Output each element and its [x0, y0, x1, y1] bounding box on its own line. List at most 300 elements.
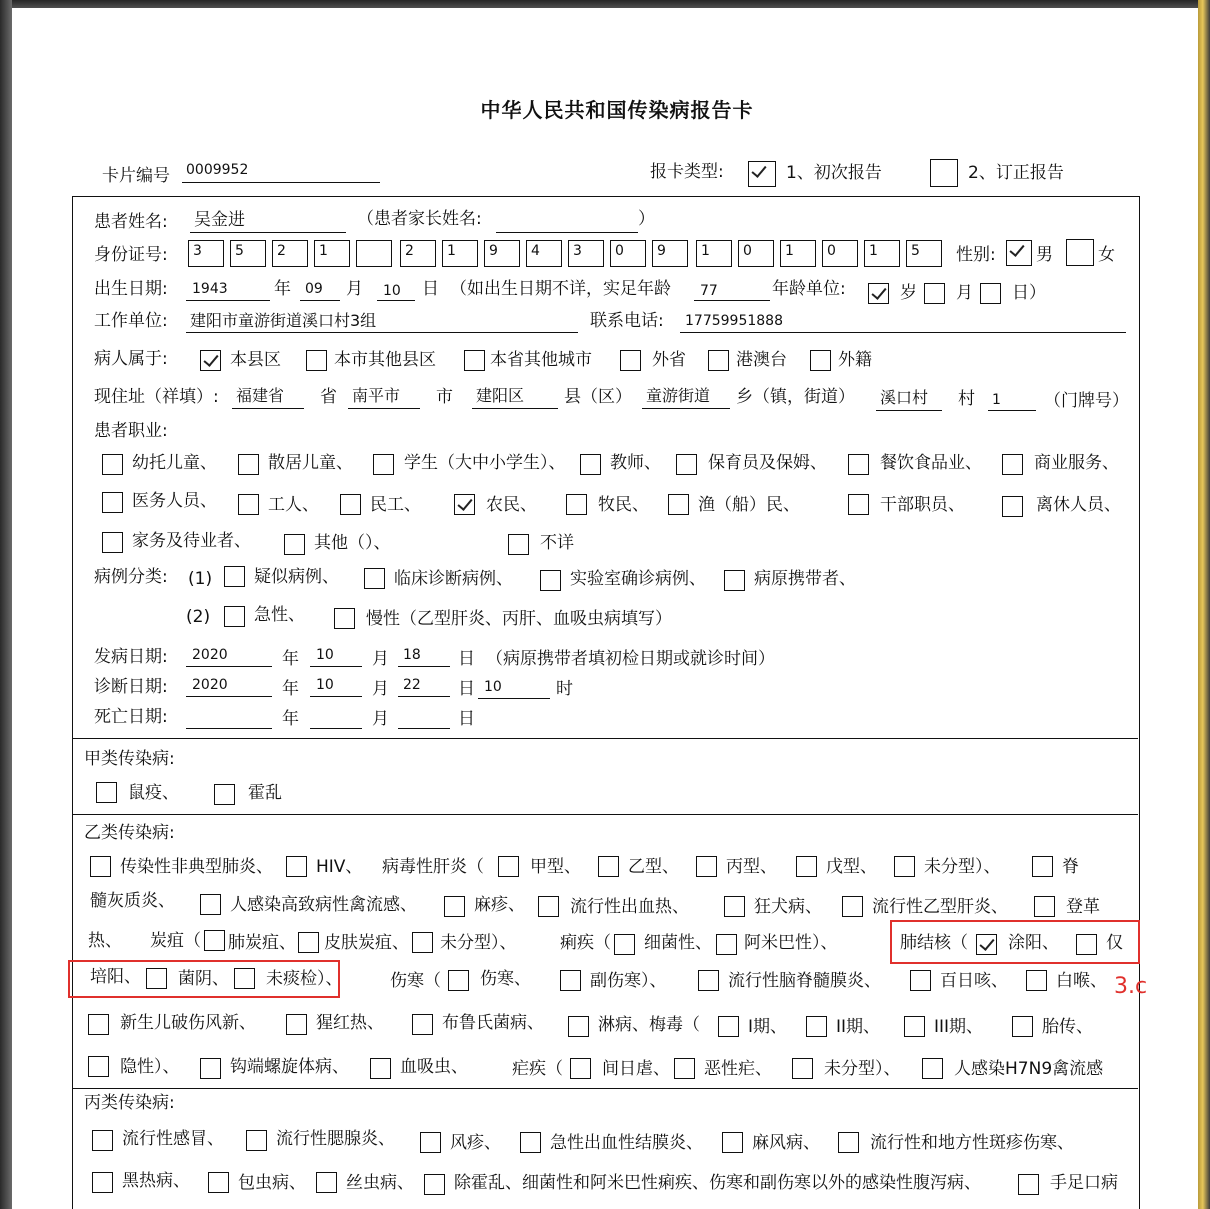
- class-b-checkbox[interactable]: [286, 856, 307, 877]
- onset-day[interactable]: 18: [403, 647, 421, 663]
- job-option: 民工、: [370, 495, 421, 515]
- class-b-checkbox[interactable]: [674, 1058, 695, 1079]
- onset-month-unit: 月: [372, 649, 389, 669]
- job-checkbox[interactable]: [1002, 496, 1023, 517]
- class-c-checkbox[interactable]: [92, 1130, 113, 1151]
- job-option: 不详: [540, 533, 574, 553]
- job-checkbox[interactable]: [668, 494, 689, 515]
- onset-day-unit: 日: [458, 649, 475, 669]
- report-type-revise-label: 2、订正报告: [968, 163, 1064, 183]
- sex-label: 性别:: [956, 245, 996, 265]
- class-b-checkbox[interactable]: [614, 934, 635, 955]
- id-digit-cell[interactable]: [652, 240, 688, 267]
- class-b-option: 钩端螺旋体病、: [230, 1057, 349, 1077]
- id-digit-cell[interactable]: [526, 240, 562, 267]
- job-checkbox[interactable]: [580, 454, 601, 475]
- death-date-label: 死亡日期:: [94, 707, 168, 727]
- class-b-checkbox[interactable]: [412, 1014, 433, 1035]
- class-b-checkbox[interactable]: [560, 970, 581, 991]
- class-b-checkbox[interactable]: [698, 970, 719, 991]
- job-checkbox[interactable]: [848, 494, 869, 515]
- class-b-option: 丙型、: [726, 857, 777, 877]
- class-b-checkbox[interactable]: [448, 970, 469, 991]
- class-b-checkbox[interactable]: [204, 930, 225, 951]
- report-type-revise-checkbox[interactable]: [930, 159, 958, 187]
- tb-continuation-highlight-box: [68, 960, 340, 998]
- address-city[interactable]: 南平市: [352, 386, 401, 405]
- class-b-option: 流行性乙型肝炎、: [872, 897, 1008, 917]
- divider-class-c: [72, 1088, 1138, 1089]
- id-digit-cell[interactable]: [568, 240, 604, 267]
- diagnosis-day-underline: [398, 696, 450, 697]
- age-hint: （如出生日期不详，实足年龄: [450, 279, 671, 299]
- class-b-checkbox[interactable]: [444, 896, 465, 917]
- class-b-option: 隐性）、: [120, 1057, 180, 1077]
- onset-month[interactable]: 10: [316, 647, 334, 663]
- belong-city-checkbox[interactable]: [306, 350, 327, 371]
- job-checkbox[interactable]: [373, 454, 394, 475]
- phone-underline: [680, 332, 1126, 333]
- class-c-option: 麻风病、: [752, 1133, 820, 1153]
- class-b-checkbox[interactable]: [568, 1016, 589, 1037]
- class-b-checkbox[interactable]: [796, 856, 817, 877]
- class-b-checkbox[interactable]: [88, 1056, 109, 1077]
- class-b-checkbox[interactable]: [1034, 896, 1055, 917]
- phone-value[interactable]: 17759951888: [685, 313, 783, 329]
- class-b-checkbox[interactable]: [1012, 1016, 1033, 1037]
- belong-option: 本市其他县区: [334, 350, 436, 370]
- class-b-option: 人感染H7N9禽流感: [954, 1059, 1104, 1079]
- class-b-checkbox[interactable]: [724, 896, 745, 917]
- class-c-option: 丝虫病、: [346, 1173, 414, 1193]
- death-day-field[interactable]: [398, 728, 450, 729]
- tb-label: 肺结核（: [900, 933, 968, 953]
- class-b-checkbox[interactable]: [88, 1014, 109, 1035]
- diagnosis-date-label: 诊断日期:: [94, 677, 168, 697]
- case-option: 实验室确诊病例、: [570, 569, 706, 589]
- class-b-checkbox[interactable]: [200, 894, 221, 915]
- id-digit: 5: [911, 243, 920, 259]
- class-b-option: 菌阴、: [178, 969, 229, 989]
- dob-year-underline: [186, 300, 270, 301]
- class-c-checkbox[interactable]: [838, 1132, 859, 1153]
- belong-option: 本县区: [230, 350, 281, 370]
- job-option: 幼托儿童、: [132, 453, 217, 473]
- diagnosis-year[interactable]: 2020: [192, 677, 228, 693]
- job-checkbox[interactable]: [284, 534, 305, 555]
- class-b-option: 肺炭疽、: [228, 933, 296, 953]
- job-option: 餐饮食品业、: [880, 453, 982, 473]
- class-b-checkbox[interactable]: [90, 856, 111, 877]
- address-town[interactable]: 童游街道: [646, 386, 711, 405]
- id-digit: 0: [827, 243, 836, 259]
- class-b-option: 布鲁氏菌病、: [442, 1013, 544, 1033]
- dob-month[interactable]: 09: [305, 281, 323, 297]
- class-b-option: 乙型、: [628, 857, 679, 877]
- report-card-page: [12, 8, 1198, 1209]
- class-b-option: 未分型）、: [440, 933, 517, 953]
- job-checkbox[interactable]: [102, 532, 123, 553]
- class-b-option: 脊: [1062, 857, 1079, 877]
- onset-year[interactable]: 2020: [192, 647, 228, 663]
- class-c-option: 流行性腮腺炎、: [276, 1129, 395, 1149]
- job-checkbox[interactable]: [1002, 454, 1023, 475]
- class-b-option: 淋病、梅毒（: [598, 1015, 700, 1035]
- class-b-checkbox[interactable]: [792, 1058, 813, 1079]
- class-b-option: 炭疽（: [150, 931, 201, 951]
- class-b-checkbox[interactable]: [598, 856, 619, 877]
- card-no-label: 卡片编号: [102, 166, 170, 186]
- case-option: 慢性（乙型肝炎、丙肝、血吸虫病填写）: [366, 609, 672, 629]
- class-b-checkbox[interactable]: [922, 1058, 943, 1079]
- dob-month-underline: [300, 300, 340, 301]
- class-b-checkbox[interactable]: [570, 1058, 591, 1079]
- class-b-option: 痢疾（: [560, 933, 611, 953]
- sex-female-label: 女: [1098, 245, 1115, 265]
- class-b-checkbox[interactable]: [904, 1016, 925, 1037]
- class-b-option: 未分型）、: [824, 1059, 901, 1079]
- age-unit-day-label: 日）: [1012, 283, 1046, 303]
- class-b-option: 细菌性、: [644, 933, 712, 953]
- case-option: 疑似病例、: [254, 567, 339, 587]
- class-b-option: 伤寒（: [390, 971, 441, 991]
- address-county-underline: [472, 408, 558, 409]
- patient-name-label: 患者姓名:: [94, 212, 168, 232]
- onset-year-underline: [186, 666, 272, 667]
- parent-name-label: （患者家长姓名:: [357, 209, 482, 229]
- id-digit-cell[interactable]: [400, 240, 436, 267]
- id-digit: 1: [869, 243, 878, 259]
- class-b-checkbox[interactable]: [498, 856, 519, 877]
- onset-day-underline: [398, 666, 450, 667]
- class-a-option: 霍乱: [248, 783, 282, 803]
- class-a-label: 甲类传染病:: [84, 749, 175, 769]
- page-title: 中华人民共和国传染病报告卡: [480, 98, 754, 122]
- class-b-option: 白喉、: [1056, 971, 1107, 991]
- age-value[interactable]: 77: [700, 283, 718, 299]
- dob-year-unit: 年: [274, 279, 291, 299]
- class-b-option: 伤寒、: [480, 969, 531, 989]
- divider-class-b: [72, 814, 1138, 815]
- job-checkbox[interactable]: [340, 494, 361, 515]
- job-farmer-checkbox[interactable]: [454, 494, 475, 515]
- class-b-checkbox[interactable]: [412, 932, 433, 953]
- onset-year-unit: 年: [282, 649, 299, 669]
- class-b-option: 仅: [1106, 933, 1123, 953]
- class-c-checkbox[interactable]: [1018, 1174, 1039, 1195]
- class-b-option: I期、: [748, 1017, 788, 1037]
- class-b-checkbox[interactable]: [806, 1016, 827, 1037]
- class-c-checkbox[interactable]: [316, 1172, 337, 1193]
- diagnosis-day[interactable]: 22: [403, 677, 421, 693]
- report-type-initial-checkbox[interactable]: [748, 161, 776, 187]
- belong-option: 外省: [652, 350, 686, 370]
- class-b-option: 新生儿破伤风新、: [120, 1013, 256, 1033]
- class-b-option: 流行性脑脊髓膜炎、: [728, 971, 881, 991]
- case-checkbox[interactable]: [540, 570, 561, 591]
- death-year-field[interactable]: [186, 728, 272, 729]
- card-no-underline: [182, 182, 380, 183]
- class-b-option: 疟疾（: [512, 1059, 563, 1079]
- belong-option: 港澳台: [736, 350, 787, 370]
- window-frame-right: [1198, 0, 1210, 1209]
- address-city-underline: [348, 408, 420, 409]
- address-province[interactable]: 福建省: [236, 386, 285, 405]
- diagnosis-hour-unit: 时: [556, 679, 573, 699]
- class-c-checkbox[interactable]: [722, 1132, 743, 1153]
- phone-label: 联系电话:: [590, 311, 664, 331]
- job-checkbox[interactable]: [566, 494, 587, 515]
- class-b-option: 麻疹、: [474, 895, 525, 915]
- id-digit-cell[interactable]: [230, 240, 266, 267]
- class-b-option: 人感染高致病性禽流感、: [230, 895, 417, 915]
- case-option: 急性、: [254, 605, 305, 625]
- class-a-checkbox[interactable]: [214, 784, 235, 805]
- id-digit: 9: [657, 243, 666, 259]
- onset-date-label: 发病日期:: [94, 647, 168, 667]
- diagnosis-year-unit: 年: [282, 679, 299, 699]
- case-class-1: (1): [188, 569, 213, 589]
- class-b-option: 涂阳、: [1008, 933, 1059, 953]
- class-b-checkbox[interactable]: [286, 1014, 307, 1035]
- class-b-option: 病毒性肝炎（: [382, 857, 484, 877]
- belong-county-checkbox[interactable]: [200, 350, 221, 371]
- class-b-checkbox[interactable]: [696, 856, 717, 877]
- dob-day-unit: 日: [422, 279, 439, 299]
- class-b-option: 戊型、: [826, 857, 877, 877]
- class-b-checkbox[interactable]: [716, 934, 737, 955]
- id-digit-cell[interactable]: [442, 240, 478, 267]
- dob-day[interactable]: 10: [383, 283, 401, 299]
- sex-female-checkbox[interactable]: [1066, 239, 1094, 266]
- death-month-unit: 月: [372, 709, 389, 729]
- job-option: 教师、: [610, 453, 661, 473]
- class-b-option: 未分型）、: [924, 857, 1001, 877]
- id-digit-cell[interactable]: [780, 240, 816, 267]
- class-c-option: 包虫病、: [238, 1173, 306, 1193]
- work-unit-underline: [186, 332, 578, 333]
- belong-option: 外籍: [838, 350, 872, 370]
- class-b-option: 热、: [88, 931, 122, 951]
- case-checkbox[interactable]: [364, 568, 385, 589]
- job-option: 保育员及保姆、: [708, 453, 827, 473]
- class-b-option: 培阳、: [90, 967, 141, 987]
- address-province-unit: 省: [320, 387, 337, 407]
- class-b-option: 皮肤炭疽、: [324, 933, 409, 953]
- class-b-checkbox[interactable]: [718, 1016, 739, 1037]
- card-no-value[interactable]: 0009952: [186, 162, 249, 178]
- address-town-unit: 乡（镇，街道）: [736, 387, 855, 407]
- address-county-unit: 县（区）: [564, 387, 632, 407]
- class-b-option: 猩红热、: [316, 1013, 384, 1033]
- class-a-option: 鼠疫、: [128, 783, 179, 803]
- class-b-checkbox[interactable]: [1032, 856, 1053, 877]
- class-c-checkbox[interactable]: [92, 1172, 113, 1193]
- sex-male-checkbox[interactable]: [1006, 240, 1032, 266]
- dob-year[interactable]: 1943: [192, 281, 228, 297]
- case-option: 病原携带者、: [754, 569, 856, 589]
- death-year-unit: 年: [282, 709, 299, 729]
- address-county[interactable]: 建阳区: [476, 386, 525, 405]
- age-unit-year-label: 岁: [900, 283, 917, 303]
- job-checkbox[interactable]: [508, 534, 529, 555]
- class-b-option: 狂犬病、: [754, 897, 822, 917]
- death-day-unit: 日: [458, 709, 475, 729]
- id-digit-cell[interactable]: [188, 240, 224, 267]
- case-class-2: (2): [186, 607, 211, 627]
- case-checkbox[interactable]: [724, 570, 745, 591]
- diagnosis-hour-underline: [478, 698, 550, 699]
- job-checkbox[interactable]: [102, 454, 123, 475]
- class-b-option: 血吸虫、: [400, 1057, 468, 1077]
- belong-other-province-checkbox[interactable]: [620, 350, 641, 371]
- class-b-checkbox[interactable]: [538, 896, 559, 917]
- case-checkbox[interactable]: [224, 566, 245, 587]
- diagnosis-year-underline: [186, 696, 272, 697]
- id-digit: 1: [319, 243, 328, 259]
- belong-province-checkbox[interactable]: [464, 350, 485, 371]
- id-digit-cell[interactable]: [906, 240, 942, 267]
- id-digit-cell[interactable]: [272, 240, 308, 267]
- belong-foreign-checkbox[interactable]: [810, 350, 831, 371]
- class-b-label: 乙类传染病:: [84, 823, 175, 843]
- id-digit-cell[interactable]: [484, 240, 520, 267]
- address-no-underline: [988, 410, 1036, 411]
- id-digit-cell[interactable]: [314, 240, 350, 267]
- job-checkbox[interactable]: [238, 454, 259, 475]
- job-checkbox[interactable]: [676, 454, 697, 475]
- class-b-option: 未痰检）、: [266, 969, 343, 989]
- tb-highlight-box: [890, 920, 1140, 964]
- age-unit-year-checkbox[interactable]: [868, 283, 889, 304]
- address-village[interactable]: 溪口村: [880, 388, 929, 407]
- class-b-checkbox[interactable]: [200, 1058, 221, 1079]
- sex-male-label: 男: [1036, 245, 1053, 265]
- class-c-checkbox[interactable]: [208, 1172, 229, 1193]
- id-digit-cell[interactable]: [356, 240, 392, 267]
- case-checkbox[interactable]: [224, 606, 245, 627]
- class-b-option: 恶性疟、: [704, 1059, 772, 1079]
- id-digit: 4: [531, 243, 540, 259]
- id-digit-cell[interactable]: [738, 240, 774, 267]
- class-b-checkbox[interactable]: [910, 970, 931, 991]
- id-digit: 0: [743, 243, 752, 259]
- class-c-checkbox[interactable]: [424, 1174, 445, 1195]
- class-c-option: 流行性感冒、: [122, 1129, 224, 1149]
- id-digit-cell[interactable]: [864, 240, 900, 267]
- id-digit-cell[interactable]: [822, 240, 858, 267]
- diagnosis-day-unit: 日: [458, 679, 475, 699]
- id-digit: 3: [573, 243, 582, 259]
- class-b-checkbox[interactable]: [842, 896, 863, 917]
- id-digit: 1: [785, 243, 794, 259]
- class-b-option: II期、: [836, 1017, 881, 1037]
- divider-class-a: [72, 738, 1138, 739]
- class-b-checkbox[interactable]: [1026, 970, 1047, 991]
- patient-name-value[interactable]: 吴金进: [194, 210, 245, 230]
- class-a-checkbox[interactable]: [96, 782, 117, 803]
- address-town-underline: [642, 408, 730, 409]
- class-b-option: 甲型、: [530, 857, 581, 877]
- class-b-option: 副伤寒）、: [590, 971, 667, 991]
- class-b-checkbox[interactable]: [894, 856, 915, 877]
- class-b-option: 传染性非典型肺炎、: [120, 857, 273, 877]
- class-b-checkbox[interactable]: [370, 1058, 391, 1079]
- address-province-underline: [232, 408, 304, 409]
- address-no[interactable]: 1: [992, 392, 1001, 408]
- class-c-checkbox[interactable]: [520, 1132, 541, 1153]
- class-c-option: 流行性和地方性斑疹伤寒、: [870, 1133, 1074, 1153]
- job-option: 渔（船）民、: [698, 495, 800, 515]
- belong-label: 病人属于:: [94, 349, 168, 369]
- class-c-option: 除霍乱、细菌性和阿米巴性痢疾、伤寒和副伤寒以外的感染性腹泻病、: [454, 1173, 981, 1193]
- case-class-label: 病例分类:: [94, 567, 168, 587]
- class-c-checkbox[interactable]: [246, 1130, 267, 1151]
- class-b-option: 登革: [1066, 897, 1100, 917]
- belong-hkmo-checkbox[interactable]: [708, 350, 729, 371]
- job-option: 散居儿童、: [268, 453, 353, 473]
- id-digit-cell[interactable]: [610, 240, 646, 267]
- job-option: 干部职员、: [880, 495, 965, 515]
- diagnosis-hour[interactable]: 10: [484, 679, 502, 695]
- class-b-option: III期、: [934, 1017, 984, 1037]
- address-label: 现住址（祥填）:: [94, 387, 219, 407]
- age-unit-label: 年龄单位:: [772, 279, 846, 299]
- job-option: 牧民、: [598, 495, 649, 515]
- id-digit: 3: [193, 243, 202, 259]
- onset-hint: （病原携带者填初检日期或就诊时间）: [486, 649, 775, 669]
- dob-label: 出生日期:: [94, 279, 168, 299]
- diagnosis-month-underline: [310, 696, 362, 697]
- job-option: 农民、: [486, 495, 537, 515]
- id-digit: 2: [277, 243, 286, 259]
- window-frame-left: [0, 0, 12, 1209]
- death-month-field[interactable]: [310, 728, 362, 729]
- id-digit: 1: [447, 243, 456, 259]
- case-checkbox[interactable]: [334, 608, 355, 629]
- class-c-checkbox[interactable]: [420, 1132, 441, 1153]
- occupation-label: 患者职业:: [94, 421, 168, 441]
- class-c-option: 急性出血性结膜炎、: [550, 1133, 703, 1153]
- job-checkbox[interactable]: [848, 454, 869, 475]
- diagnosis-month-unit: 月: [372, 679, 389, 699]
- id-digit: 5: [235, 243, 244, 259]
- address-no-unit: （门牌号）: [1044, 391, 1129, 411]
- diagnosis-month[interactable]: 10: [316, 677, 334, 693]
- age-unit-month-checkbox[interactable]: [924, 283, 945, 304]
- work-unit-value[interactable]: 建阳市童游街道溪口村3组: [190, 311, 377, 330]
- class-c-option: 风疹、: [450, 1133, 501, 1153]
- work-unit-label: 工作单位:: [94, 311, 168, 331]
- belong-option: 本省其他城市: [490, 350, 592, 370]
- class-c-option: 手足口病: [1050, 1173, 1118, 1193]
- job-option: 其他（）、: [314, 533, 391, 553]
- id-digit: 2: [405, 243, 414, 259]
- class-b-checkbox[interactable]: [298, 932, 319, 953]
- job-option: 离休人员、: [1036, 495, 1121, 515]
- parent-name-field[interactable]: [496, 232, 638, 233]
- id-number-label: 身份证号:: [94, 245, 168, 265]
- address-city-unit: 市: [436, 387, 453, 407]
- age-unit-day-checkbox[interactable]: [980, 283, 1001, 304]
- parent-name-close: ）: [638, 209, 655, 229]
- job-option: 商业服务、: [1034, 453, 1119, 473]
- id-digit-cell[interactable]: [696, 240, 732, 267]
- job-checkbox[interactable]: [238, 494, 259, 515]
- job-checkbox[interactable]: [102, 492, 123, 513]
- age-underline: [694, 300, 770, 301]
- onset-month-underline: [310, 666, 362, 667]
